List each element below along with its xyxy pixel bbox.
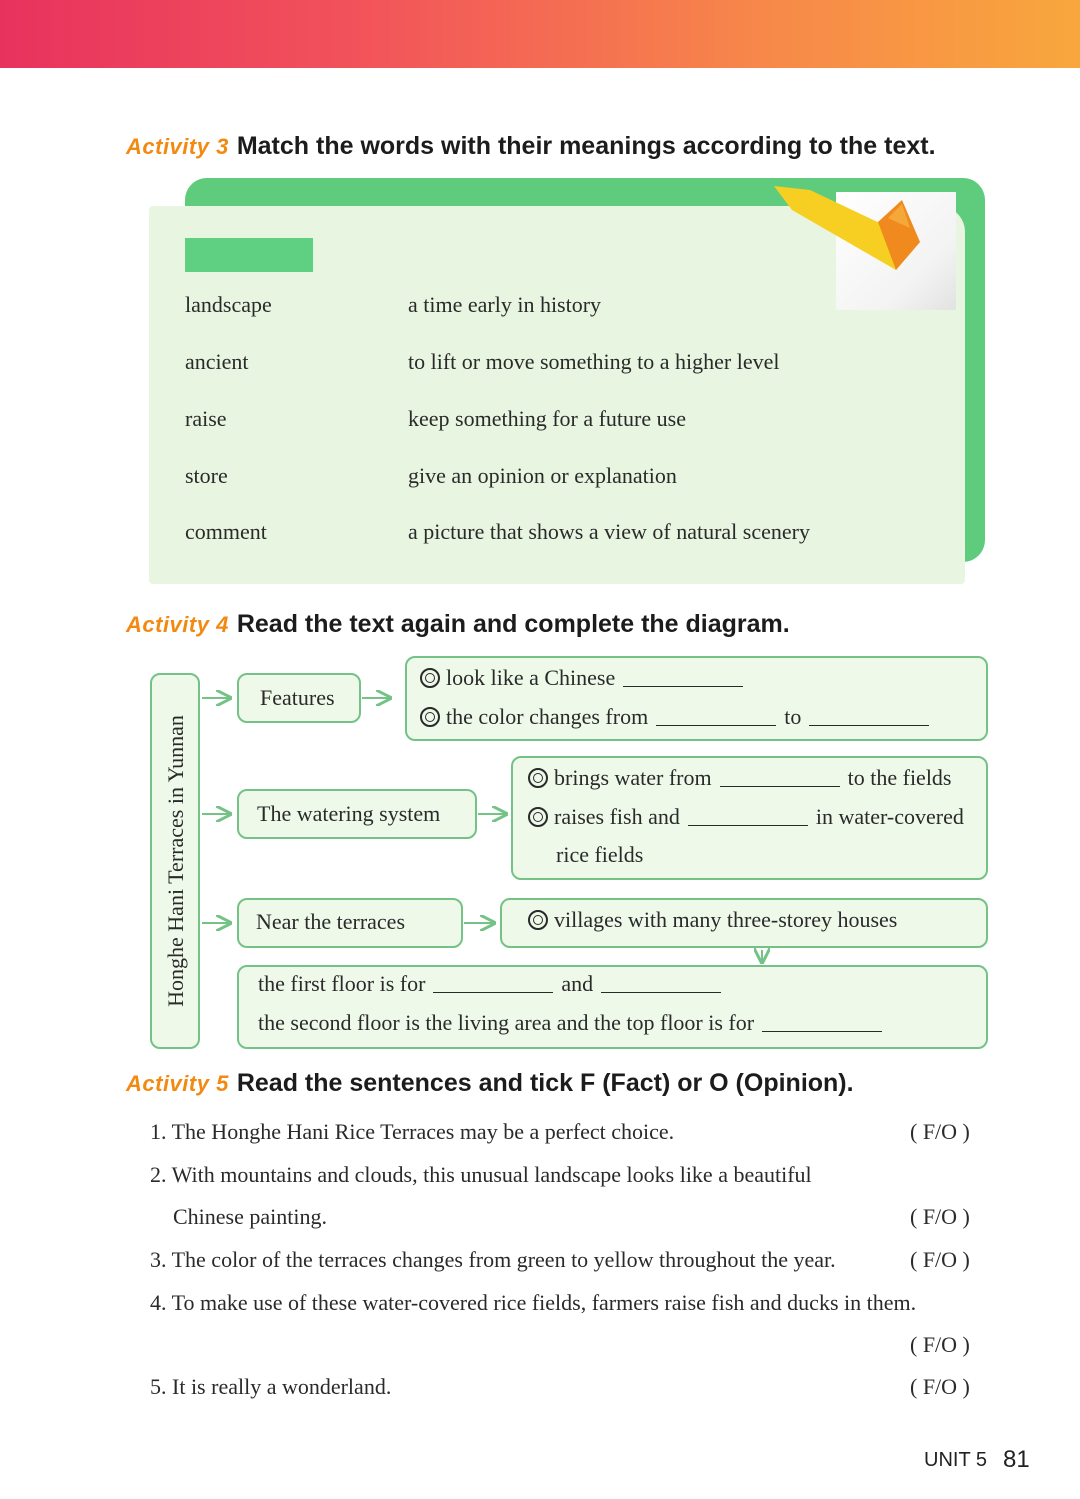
match-word: store — [185, 463, 228, 488]
match-word: comment — [185, 519, 267, 544]
fo-choice-2[interactable]: ( F/O ) — [910, 1204, 970, 1229]
diagram-root-label: Honghe Hani Terraces in Yunnan — [163, 715, 188, 1007]
question-4: 4. To make use of these water-covered rice fields, farmers raise fish and ducks in them. — [150, 1290, 917, 1315]
bullet-icon — [528, 910, 548, 930]
match-meaning: a picture that shows a view of natural scenery — [408, 519, 810, 544]
bullet-icon — [528, 768, 548, 788]
match-meaning: a time early in history — [408, 292, 602, 317]
bullet-icon — [420, 707, 440, 727]
question-2: 2. With mountains and clouds, this unusual landscape looks like a beautiful — [150, 1162, 812, 1187]
activity5-label: Activity 5 — [126, 1071, 229, 1096]
watering-line3: rice fields — [556, 842, 644, 867]
fo-choice-5[interactable]: ( F/O ) — [910, 1374, 970, 1399]
activity3-title: Match the words with their meanings according to the text. — [236, 132, 936, 160]
page-number: 81 — [1003, 1446, 1030, 1473]
activity3-label: Activity 3 — [126, 134, 229, 159]
match-word: ancient — [185, 349, 249, 374]
watering-line2: raises fish and in water-covered — [528, 804, 964, 830]
near-label: Near the terraces — [256, 909, 406, 934]
features-line1: look like a Chinese — [420, 665, 751, 691]
question-5: 5. It is really a wonderland. — [150, 1374, 392, 1399]
features-line2: the color changes from to — [420, 704, 937, 730]
match-word: raise — [185, 406, 227, 431]
question-1: 1. The Honghe Hani Rice Terraces may be a perfect choice. — [150, 1119, 675, 1144]
bullet-icon — [420, 668, 440, 688]
fo-choice-4[interactable]: ( F/O ) — [910, 1332, 970, 1357]
activity4-title: Read the text again and complete the diagram. — [236, 610, 790, 638]
activity5-heading — [126, 1069, 854, 1098]
question-3: 3. The color of the terraces changes from green to yellow throughout the year. — [150, 1247, 836, 1272]
floors-line1: the first floor is for and — [258, 971, 729, 997]
fo-choice-3[interactable]: ( F/O ) — [910, 1247, 970, 1272]
footer-unit: UNIT 5 — [924, 1449, 987, 1471]
bullet-icon — [528, 807, 548, 827]
question-2-cont: Chinese painting. — [173, 1204, 327, 1229]
match-meaning: keep something for a future use — [408, 406, 686, 431]
activity4-label: Activity 4 — [126, 612, 229, 637]
match-meaning: to lift or move something to a higher level — [408, 349, 780, 374]
fo-choice-1[interactable]: ( F/O ) — [910, 1119, 970, 1144]
watering-label: The watering system — [257, 801, 441, 826]
match-meaning: give an opinion or explanation — [408, 463, 677, 488]
watering-line1: brings water from to the fields — [528, 765, 952, 791]
match-word: landscape — [185, 292, 272, 317]
near-line1: villages with many three-storey houses — [528, 907, 897, 933]
activity5-title: Read the sentences and tick F (Fact) or O (Opinion). — [236, 1069, 854, 1097]
floors-line2: the second floor is the living area and the top floor is for — [258, 1010, 890, 1036]
features-label: Features — [260, 685, 335, 710]
